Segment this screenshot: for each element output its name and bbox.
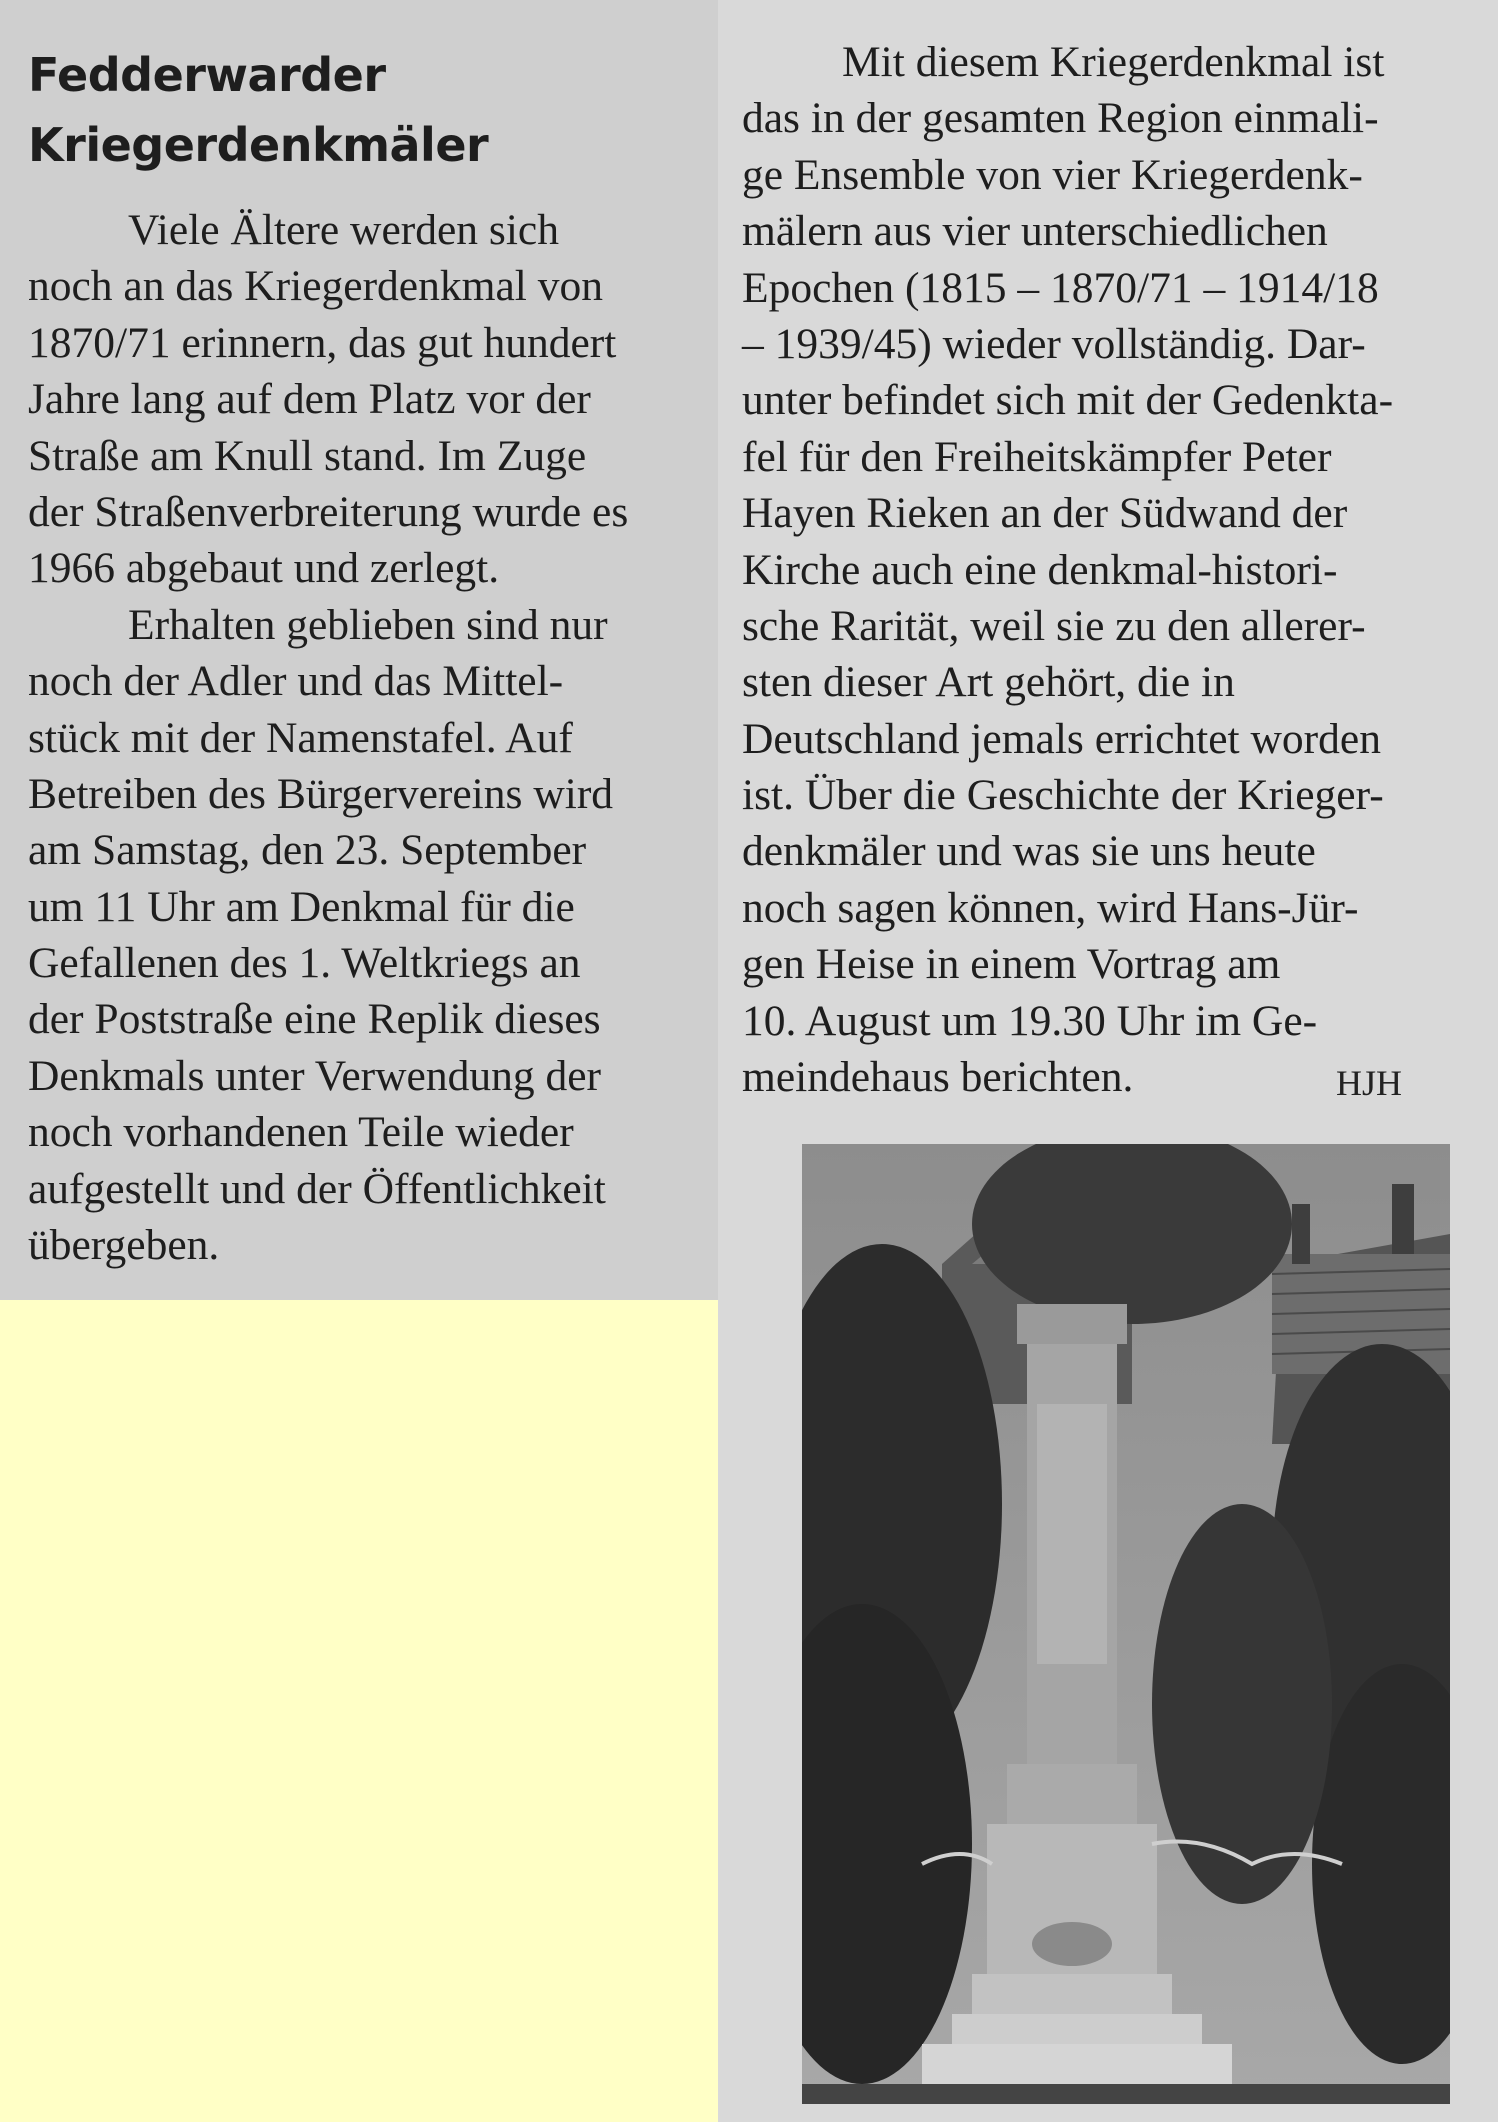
paragraph-line: Denkmals unter Verwendung der	[28, 1051, 601, 1100]
paragraph-line: Viele Ältere werden sich	[128, 206, 559, 254]
memorial-photo-illustration	[802, 1144, 1450, 2104]
war-memorial-photo	[802, 1144, 1450, 2104]
paragraph-line: noch sagen können, wird Hans-Jür-	[742, 883, 1359, 932]
paragraph-line: Gefallenen des 1. Weltkriegs an	[28, 939, 581, 988]
paragraph-line: fel für den Freiheitskämpfer Peter	[742, 432, 1332, 481]
paragraph-line: Kirche auch eine denkmal-histori-	[742, 545, 1338, 594]
paragraph-line: sche Rarität, weil sie zu den allerer-	[742, 601, 1366, 650]
paragraph-line: das in der gesamten Region einmali-	[742, 94, 1379, 143]
headline-line: Fedderwarder	[28, 48, 386, 102]
paragraph-line: um 11 Uhr am Denkmal für die	[28, 882, 575, 931]
paragraph-line: Deutschland jemals errichtet worden	[742, 714, 1381, 763]
paragraph-line: 10. August um 19.30 Uhr im Ge-	[742, 996, 1318, 1045]
paragraph-line: Betreiben des Bürgervereins wird	[28, 769, 614, 818]
headline-line: Kriegerdenkmäler	[28, 118, 489, 172]
paragraph-line: gen Heise in einem Vortrag am	[742, 940, 1281, 989]
paragraph-line: noch an das Kriegerdenkmal von	[28, 262, 603, 311]
paragraph-line: stück mit der Namenstafel. Auf	[28, 713, 573, 762]
paragraph-line: 1870/71 erinnern, das gut hundert	[28, 318, 617, 367]
article-headline	[28, 40, 688, 180]
paragraph-line: mälern aus vier unterschiedlichen	[742, 207, 1328, 256]
paragraph-line: aufgestellt und der Öffentlichkeit	[28, 1164, 606, 1213]
paragraph-line: Hayen Rieken an der Südwand der	[742, 489, 1348, 538]
paragraph-line: Jahre lang auf dem Platz vor der	[28, 375, 591, 424]
paragraph-line: ge Ensemble von vier Kriegerdenk-	[742, 150, 1363, 199]
paragraph-line: denkmäler und was sie uns heute	[742, 827, 1316, 876]
paragraph-line: der Straßenverbreiterung wurde es	[28, 487, 629, 536]
bleed-through-text	[688, 0, 697, 42]
author-initials: HJH	[1336, 1063, 1403, 1103]
paragraph-line: ist. Über die Geschichte der Krieger-	[742, 771, 1384, 820]
paragraph-line: – 1939/45) wieder vollständig. Dar-	[742, 319, 1366, 368]
article-right-column	[742, 34, 1482, 1105]
paragraph-line: Erhalten geblieben sind nur	[128, 600, 608, 649]
paragraph-line: sten dieser Art gehört, die in	[742, 658, 1235, 707]
paragraph-line: unter befindet sich mit der Gedenkta-	[742, 376, 1394, 425]
paragraph-line: am Samstag, den 23. September	[28, 826, 587, 875]
paragraph-line: übergeben.	[28, 1221, 220, 1270]
paragraph-line: Straße am Knull stand. Im Zuge	[28, 431, 587, 480]
paragraph-line: noch vorhandenen Teile wieder	[28, 1108, 574, 1157]
paragraph-line: der Poststraße eine Replik dieses	[28, 995, 601, 1044]
paragraph-line: Epochen (1815 – 1870/71 – 1914/18	[742, 263, 1379, 312]
paragraph-line: meindehaus berichten.	[742, 1053, 1134, 1102]
article-left-column	[28, 202, 708, 1273]
paragraph-line: 1966 abgebaut und zerlegt.	[28, 544, 500, 593]
paragraph-line: noch der Adler und das Mittel-	[28, 657, 564, 706]
paragraph-line: Mit diesem Kriegerdenkmal ist	[842, 38, 1385, 86]
